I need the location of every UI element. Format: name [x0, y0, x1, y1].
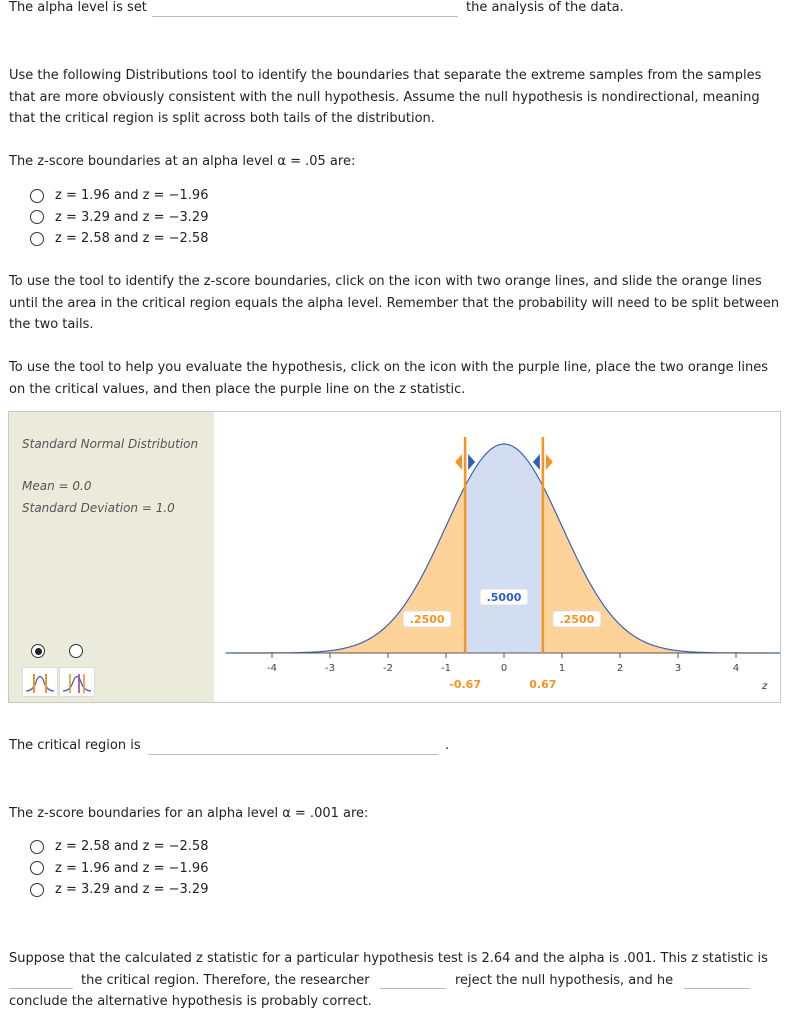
right-tail-region [543, 486, 780, 653]
alpha-level-label-end: the analysis of the data. [466, 0, 624, 15]
drag-arrow-icon[interactable] [533, 454, 540, 470]
radio-button[interactable] [30, 189, 44, 203]
q3-prompt: The z-score boundaries for an alpha level α = .001 are: [9, 806, 369, 821]
axis-tick-label: 3 [674, 663, 682, 674]
alpha-level-answer-blank[interactable] [152, 16, 458, 17]
alpha-level-label: The alpha level is set [9, 0, 147, 15]
q1-option[interactable]: z = 3.29 and z = −3.29 [30, 207, 208, 229]
critical-region-label: The critical region is [9, 738, 141, 753]
instructions-hypothesis: To use the tool to help you evaluate the hypothesis, click on the icon with the purple line, place the two orange lines on the critical values, and then place the purple line on the z statistic. [9, 360, 768, 397]
final-text-3: reject the null hypothesis, and he [455, 973, 674, 988]
distribution-tool [8, 411, 781, 703]
left-tail-region [226, 487, 466, 653]
right-boundary-value: 0.67 [529, 678, 557, 691]
radio-button[interactable] [30, 232, 44, 246]
drag-arrow-icon[interactable] [468, 454, 475, 470]
normal-distribution-chart[interactable] [214, 412, 780, 702]
radio-button[interactable] [30, 861, 44, 875]
axis-tick-label: 1 [558, 663, 566, 674]
axis-tick-label: 2 [616, 663, 624, 674]
drag-arrow-icon[interactable] [455, 454, 462, 470]
q1-options [30, 185, 208, 250]
mean-label: Mean = 0.0 [22, 479, 92, 493]
axis-tick-label: -4 [267, 663, 277, 674]
axis-tick-label: -2 [383, 663, 393, 674]
sd-label: Standard Deviation = 1.0 [22, 501, 175, 515]
axis-tick-label: -1 [441, 663, 451, 674]
q3-options [30, 836, 208, 901]
radio-button[interactable] [30, 210, 44, 224]
center-region [465, 444, 543, 653]
distribution-title: Standard Normal Distribution [22, 437, 199, 451]
tool-sidebar [9, 412, 214, 702]
q1-option[interactable]: z = 1.96 and z = −1.96 [30, 185, 208, 207]
purple-line-icon[interactable] [59, 667, 95, 697]
axis-tick-label: -3 [325, 663, 335, 674]
radio-button[interactable] [30, 883, 44, 897]
area-label: .5000 [486, 591, 522, 604]
q3-option[interactable]: z = 1.96 and z = −1.96 [30, 858, 208, 880]
final-blank-2[interactable] [380, 988, 446, 989]
q1-option[interactable]: z = 2.58 and z = −2.58 [30, 228, 208, 250]
radio-button[interactable] [30, 840, 44, 854]
instructions-tool: Use the following Distributions tool to identify the boundaries that separate the extreme samples from the samples that are more obviously consistent with the null hypothesis. Assume the null hypothesis is nondirectional, meaning that the critical region is split across both tails of the distribution. [9, 68, 762, 126]
q3-option[interactable]: z = 3.29 and z = −3.29 [30, 879, 208, 901]
axis-tick-label: 0 [500, 663, 508, 674]
left-boundary-value: -0.67 [449, 678, 481, 691]
drag-arrow-icon[interactable] [546, 454, 553, 470]
q3-option[interactable]: z = 2.58 and z = −2.58 [30, 836, 208, 858]
final-blank-3[interactable] [684, 988, 750, 989]
final-text-2: the critical region. Therefore, the researcher [81, 973, 370, 988]
final-text-1: Suppose that the calculated z statistic for a particular hypothesis test is 2.64 and the alpha is .001. This z statistic is [9, 951, 768, 966]
two-orange-lines-icon[interactable] [22, 667, 58, 697]
area-label: .2500 [559, 613, 595, 626]
axis-ticks [267, 653, 739, 674]
instructions-boundaries: To use the tool to identify the z-score boundaries, click on the icon with two orange lines, and slide the orange lines until the area in the critical region equals the alpha level. Remember that the probability will need to be split between the two tails. [9, 274, 780, 332]
final-text-4: conclude the alternative hypothesis is probably correct. [9, 994, 372, 1009]
critical-region-period: . [445, 738, 450, 753]
area-label: .2500 [409, 613, 445, 626]
statistic-tool-radio[interactable] [69, 644, 83, 658]
axis-tick-label: 4 [732, 663, 740, 674]
boundary-tool-radio[interactable] [31, 644, 45, 658]
critical-region-answer-blank[interactable] [148, 754, 438, 755]
final-blank-1[interactable] [9, 988, 73, 989]
axis-label: z [762, 681, 768, 692]
q1-prompt: The z-score boundaries at an alpha level α = .05 are: [9, 154, 356, 169]
